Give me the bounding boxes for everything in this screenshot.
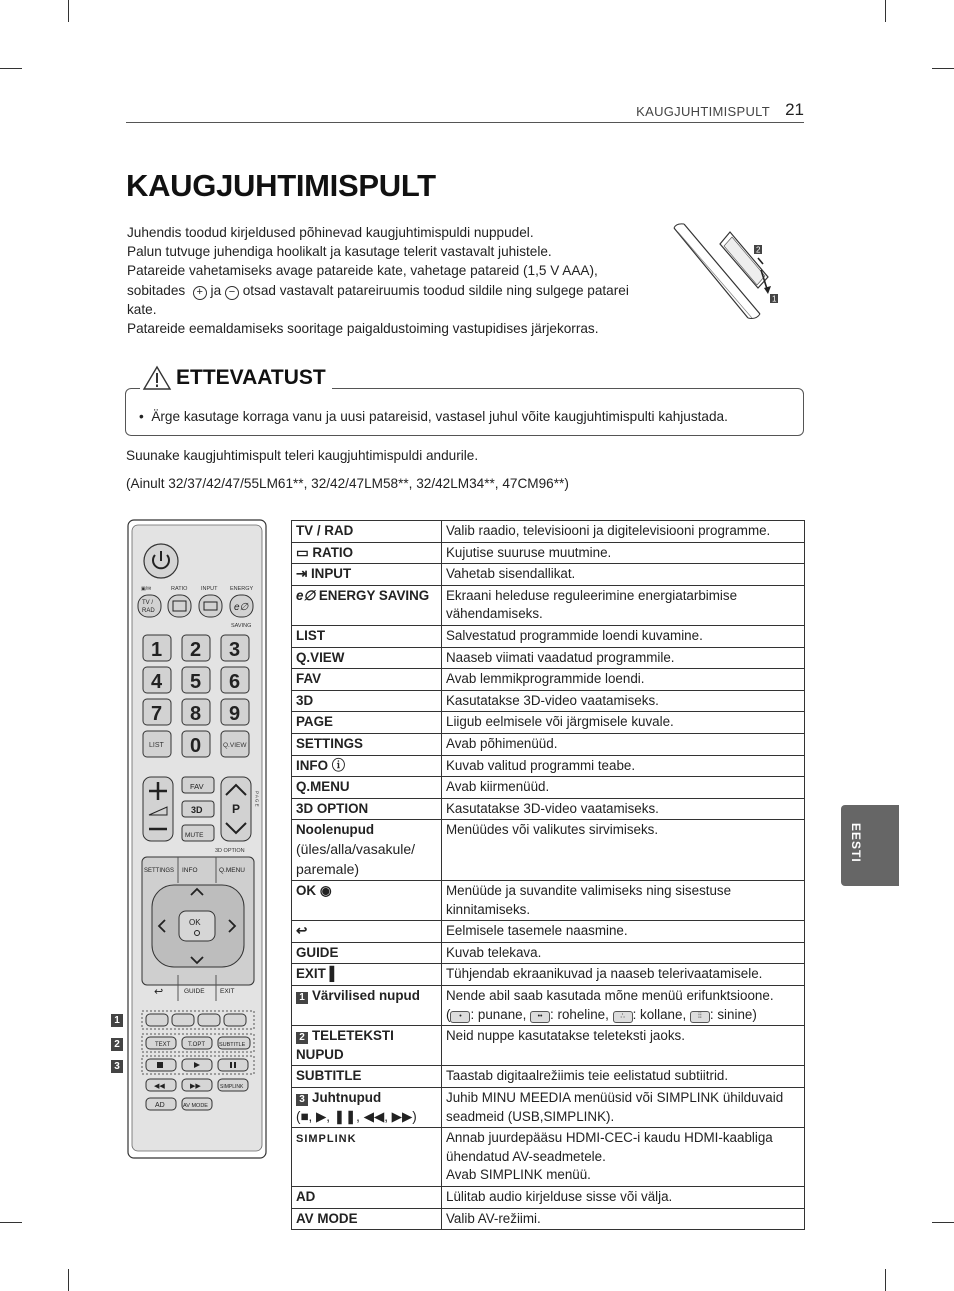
back-icon: ↩ <box>296 923 308 939</box>
callout-badge: 2 <box>111 1038 123 1051</box>
svg-text:RAD: RAD <box>142 608 155 614</box>
intro-line: sobitades + ja − otsad vastavalt patareiruumis toodud sildile ning sulgege patarei <box>127 282 629 298</box>
svg-text:RATIO: RATIO <box>171 586 188 592</box>
page-number: 21 <box>785 100 804 119</box>
svg-text:LIST: LIST <box>149 742 164 749</box>
svg-text:4: 4 <box>151 671 163 693</box>
table-row: ↩ Eelmisele tasemele naasmine. <box>292 921 805 943</box>
table-row: ⇥ INPUT Vahetab sisendallikat. <box>292 564 805 586</box>
svg-text:SAVING: SAVING <box>231 623 252 629</box>
ratio-icon: ▭ <box>296 544 313 560</box>
svg-text:▣/✉: ▣/✉ <box>141 586 152 592</box>
yellow-button-icon: ∴ <box>613 1011 633 1023</box>
svg-text:3D OPTION: 3D OPTION <box>215 848 245 854</box>
table-row: PAGE Liigub eelmisele või järgmisele kuvale. <box>292 712 805 734</box>
svg-text:7: 7 <box>151 703 163 725</box>
warning-icon <box>142 365 172 391</box>
crop-mark <box>0 1222 22 1223</box>
table-row: SIMPLINK Annab juurdepääsu HDMI-CEC-i kaudu HDMI-kaabliga ühendatud AV-seadmetele. Avab SIMPLINK menüü. <box>292 1128 805 1187</box>
svg-text:INPUT: INPUT <box>201 586 218 592</box>
energy-icon: e∅ <box>296 587 319 603</box>
model-note: (Ainult 32/37/42/47/55LM61**, 32/42/47LM58**, 32/42LM34**, 47CM96**) <box>126 476 569 491</box>
svg-text:3D: 3D <box>191 805 203 815</box>
svg-text:P A G E: P A G E <box>254 791 260 807</box>
simplink-logo: SIMPLINK <box>296 1133 357 1146</box>
crop-mark <box>68 1269 69 1291</box>
svg-text:9: 9 <box>229 703 241 725</box>
intro-text <box>127 223 657 338</box>
svg-text:AV MODE: AV MODE <box>183 1103 208 1109</box>
header-section: KAUGJUHTIMISPULT <box>636 104 770 119</box>
table-row: SETTINGS Avab põhimenüüd. <box>292 733 805 755</box>
svg-text:◀◀: ◀◀ <box>154 1083 165 1090</box>
intro-line: Patareide eemaldamiseks sooritage paigaldustoiming vastupidises järjekorras. <box>127 321 599 337</box>
crop-mark <box>932 68 954 69</box>
blue-button-icon: ⁞⁞ <box>690 1011 710 1023</box>
intro-line: kate. <box>127 301 157 317</box>
table-row: GUIDE Kuvab telekava. <box>292 942 805 964</box>
remote-control-illustration <box>127 519 267 1159</box>
battery-cover-illustration <box>668 222 788 322</box>
minus-icon: − <box>225 286 239 300</box>
svg-text:▶▶: ▶▶ <box>190 1083 201 1090</box>
svg-text:2: 2 <box>756 245 761 255</box>
table-row: OK ◉ Menüüde ja suvandite valimiseks ning sisestuse kinnitamiseks. <box>292 881 805 921</box>
crop-mark <box>885 1269 886 1291</box>
svg-text:1: 1 <box>772 294 777 304</box>
table-row: 2 TELETEKSTI NUPUD Neid nuppe kasutatakse teleteksti jaoks. <box>292 1026 805 1066</box>
callout-badge: 1 <box>111 1014 123 1027</box>
caution-title: ETTEVAATUST <box>176 366 326 389</box>
crop-mark <box>885 0 886 22</box>
intro-line: Palun tutvuge juhendiga hoolikalt ja kasutage telerit vastavalt juhistele. <box>127 244 552 260</box>
svg-text:MUTE: MUTE <box>185 832 204 839</box>
input-icon: ⇥ <box>296 566 311 582</box>
svg-text:GUIDE: GUIDE <box>184 988 205 995</box>
language-tab: EESTI <box>841 805 899 886</box>
svg-text:5: 5 <box>190 671 202 693</box>
svg-text:OK: OK <box>189 918 201 927</box>
svg-text:3: 3 <box>229 639 241 661</box>
exit-icon: ▌ <box>329 966 339 982</box>
table-row: AD Lülitab audio kirjelduse sisse või välja. <box>292 1187 805 1209</box>
table-row: TV / RAD Valib raadio, televisiooni ja digitelevisiooni programme. <box>292 521 805 543</box>
plus-icon: + <box>193 286 207 300</box>
svg-text:Q.VIEW: Q.VIEW <box>223 742 247 749</box>
page-title: KAUGJUHTIMISPULT <box>126 168 436 203</box>
ok-icon: ◉ <box>319 883 332 899</box>
svg-text:Q.MENU: Q.MENU <box>219 867 245 874</box>
table-row: Q.MENU Avab kiirmenüüd. <box>292 777 805 799</box>
info-icon: ⓘ <box>331 757 346 773</box>
svg-text:SIMPLINK: SIMPLINK <box>220 1084 244 1090</box>
svg-text:INFO: INFO <box>182 867 198 874</box>
svg-text:0: 0 <box>190 735 202 757</box>
svg-text:T.OPT: T.OPT <box>188 1042 206 1048</box>
svg-text:1: 1 <box>151 639 163 661</box>
svg-text:ENERGY: ENERGY <box>230 586 254 592</box>
table-row: INFO ⓘ Kuvab valitud programmi teabe. <box>292 755 805 777</box>
caution-item: • Ärge kasutage korraga vanu ja uusi patareisid, vastasel juhul võite kaugjuhtimispulti kahjustada. <box>139 409 728 424</box>
svg-text:TV /: TV / <box>142 600 154 606</box>
table-row: Q.VIEW Naaseb viimati vaadatud programmile. <box>292 647 805 669</box>
svg-text:↩: ↩ <box>154 986 164 998</box>
caution-heading <box>140 365 332 391</box>
running-header <box>126 100 804 123</box>
table-row: e∅ ENERGY SAVING Ekraani heleduse reguleerimine energiatarbimise vähendamiseks. <box>292 585 805 625</box>
table-row: FAV Avab lemmikprogrammide loendi. <box>292 669 805 691</box>
table-row: LIST Salvestatud programmide loendi kuvamine. <box>292 625 805 647</box>
crop-mark <box>68 0 69 22</box>
crop-mark <box>0 68 22 69</box>
table-row: 1 Värvilised nupud Nende abil saab kasutada mõne menüü erifunktsioone. ( • : punane, •• : roheline, ∴ : kollane, ⁞⁞ : sinine) <box>292 986 805 1026</box>
intro-line: Juhendis toodud kirjeldused põhinevad kaugjuhtimispuldi nuppudel. <box>127 225 534 240</box>
green-button-icon: •• <box>530 1011 550 1023</box>
svg-text:AD: AD <box>155 1102 165 1109</box>
table-row: ▭ RATIO Kujutise suuruse muutmine. <box>292 542 805 564</box>
svg-text:SUBTITLE: SUBTITLE <box>219 1042 246 1048</box>
red-button-icon: • <box>450 1011 470 1023</box>
svg-text:2: 2 <box>190 639 202 661</box>
table-row: Noolenupud (üles/alla/vasakule/ paremale) Menüüdes või valikutes sirvimiseks. <box>292 820 805 881</box>
svg-text:TEXT: TEXT <box>155 1042 171 1048</box>
intro-line: Patareide vahetamiseks avage patareide kate, vahetage patareid (1,5 V AAA), <box>127 263 598 279</box>
crop-mark <box>932 1222 954 1223</box>
table-row: EXIT ▌ Tühjendab ekraanikuvad ja naaseb telerivaatamisele. <box>292 964 805 986</box>
table-row: 3D OPTION Kasutatakse 3D-video vaatamiseks. <box>292 798 805 820</box>
callout-badge: 3 <box>111 1060 123 1073</box>
svg-text:e∅: e∅ <box>234 602 249 613</box>
svg-text:6: 6 <box>229 671 241 693</box>
svg-text:FAV: FAV <box>190 782 204 791</box>
table-row: SUBTITLE Taastab digitaalrežiimis teie eelistatud subtiitrid. <box>292 1066 805 1088</box>
table-row: 3 Juhtnupud (■, ▶, ❚❚, ◀◀, ▶▶) Juhib MINU MEEDIA menüüsid või SIMPLINK ühilduvaid seadmeid (USB,SIMPLINK). <box>292 1088 805 1128</box>
table-row: AV MODE Valib AV-režiimi. <box>292 1208 805 1230</box>
button-function-table <box>291 520 805 1230</box>
svg-text:EXIT: EXIT <box>220 988 235 995</box>
note-text: Suunake kaugjuhtimispult teleri kaugjuhtimispuldi andurile. <box>126 448 479 463</box>
svg-text:P: P <box>232 802 241 816</box>
caution-box <box>125 366 804 436</box>
table-row: 3D Kasutatakse 3D-video vaatamiseks. <box>292 690 805 712</box>
svg-text:SETTINGS: SETTINGS <box>144 868 175 874</box>
svg-text:8: 8 <box>190 703 202 725</box>
